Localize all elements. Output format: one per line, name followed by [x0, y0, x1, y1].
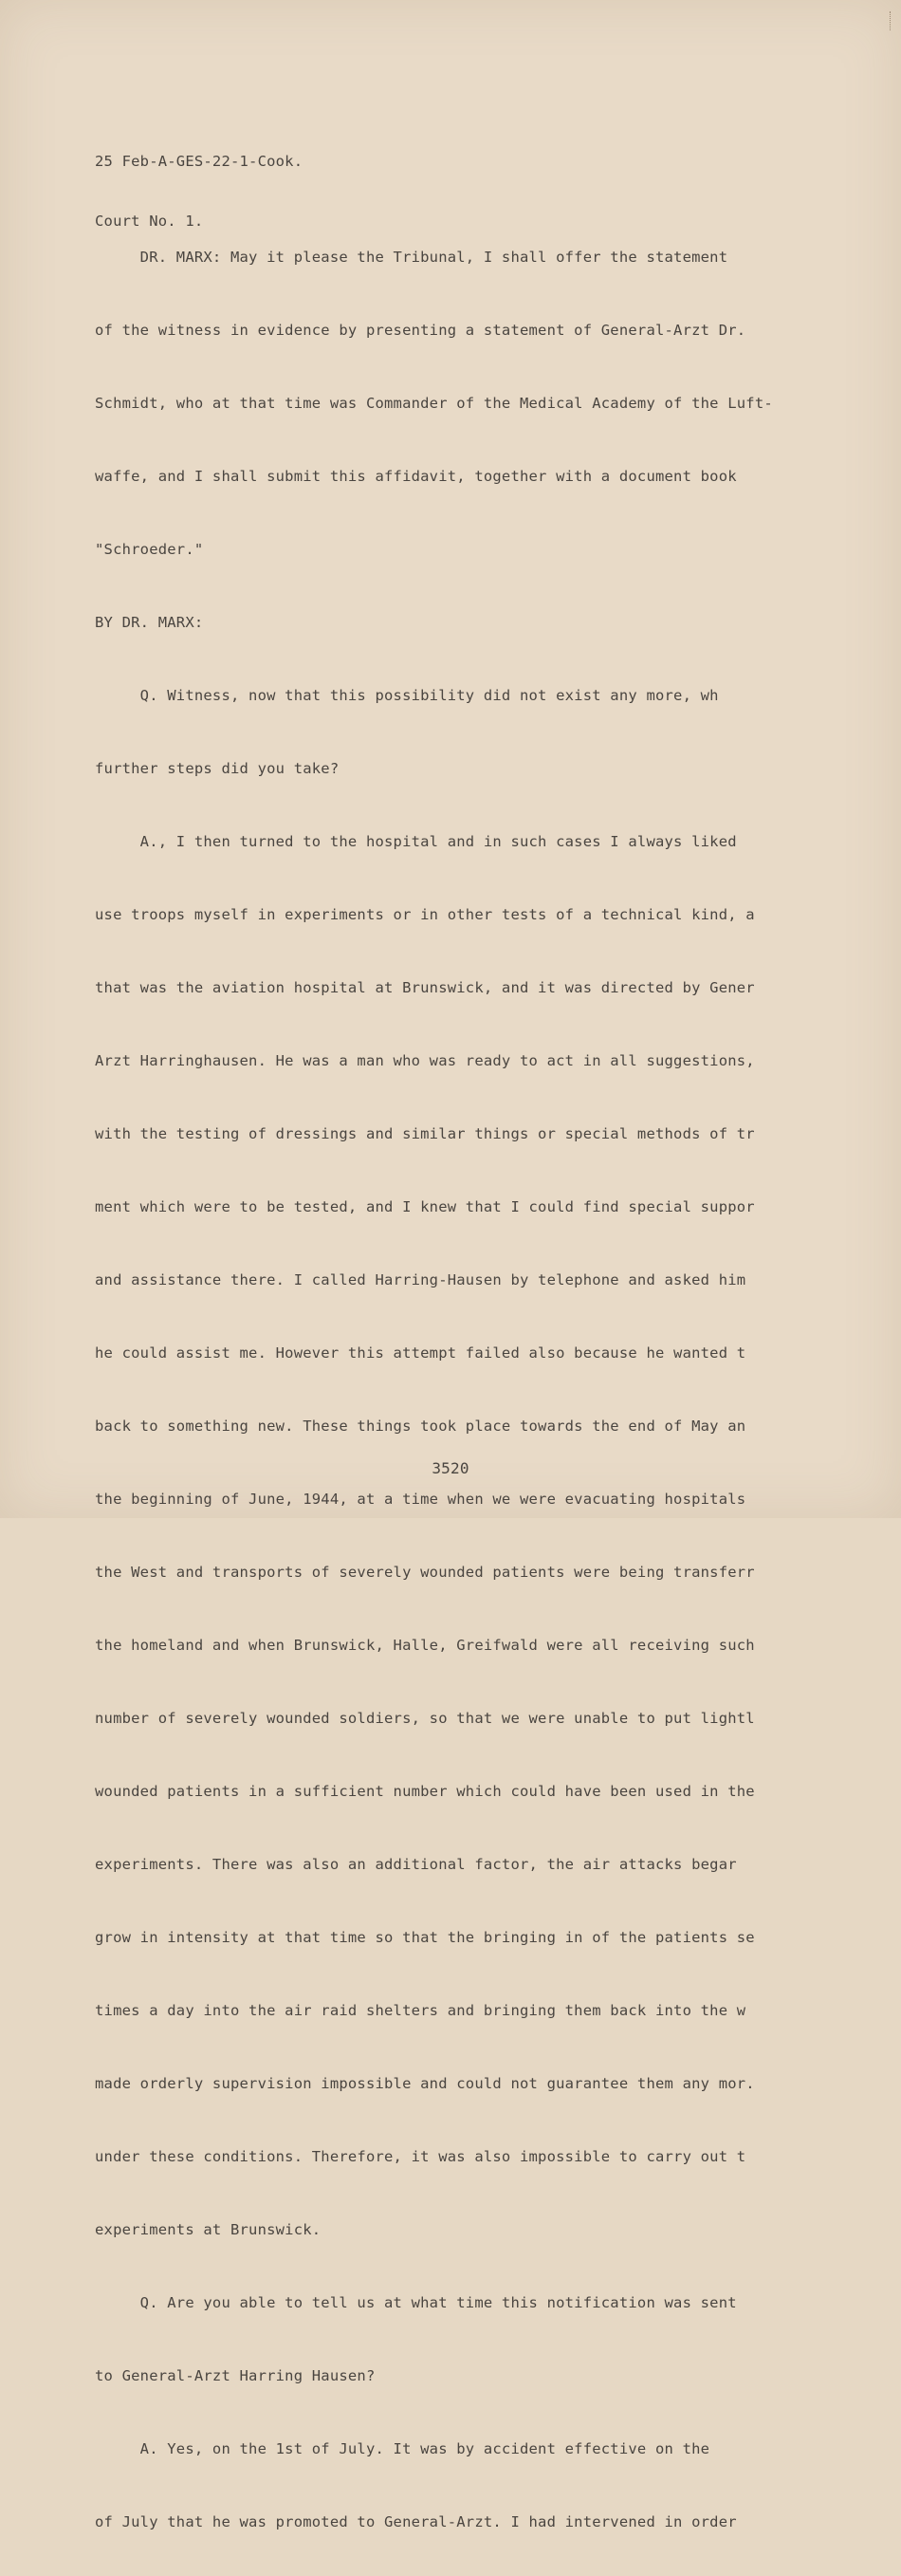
transcript-line: further steps did you take?	[95, 760, 340, 777]
transcript-line: "Schroeder."	[95, 541, 204, 558]
transcript-line: DR. MARX: May it please the Tribunal, I shall offer the statement	[95, 249, 728, 266]
transcript-line: Q. Are you able to tell us at what time this notification was sent	[95, 2294, 737, 2311]
transcript-line: to General-Arzt Harring Hausen?	[95, 2367, 376, 2384]
transcript-body	[95, 204, 816, 2576]
transcript-line: experiments at Brunswick.	[95, 2221, 322, 2238]
header-court: Court No. 1.	[95, 213, 204, 230]
page-number: 3520	[432, 1459, 469, 1477]
transcript-line: experiments. There was also an additional factor, the air attacks begar	[95, 1856, 737, 1873]
transcript-line: Schmidt, who at that time was Commander of the Medical Academy of the Luft-	[95, 395, 773, 412]
transcript-line: under these conditions. Therefore, it was also impossible to carry out t	[95, 2148, 746, 2165]
transcript-line: number of severely wounded soldiers, so that we were unable to put lightl	[95, 1710, 755, 1727]
transcript-line: made orderly supervision impossible and could not guarantee them any mor.	[95, 2075, 755, 2092]
transcript-line: with the testing of dressings and similar things or special methods of tr	[95, 1125, 755, 1142]
transcript-line: BY DR. MARX:	[95, 614, 204, 631]
transcript-line: of the witness in evidence by presenting a statement of General-Arzt Dr.	[95, 322, 746, 339]
edge-mark	[890, 11, 893, 30]
transcript-line: the homeland and when Brunswick, Halle, Greifwald were all receiving such	[95, 1637, 755, 1654]
transcript-line: ment which were to be tested, and I knew that I could find special suppor	[95, 1198, 755, 1215]
transcript-line: wounded patients in a sufficient number which could have been used in the	[95, 1783, 755, 1800]
transcript-line: the West and transports of severely wounded patients were being transferr	[95, 1564, 755, 1581]
header-reference: 25 Feb-A-GES-22-1-Cook.	[95, 153, 303, 170]
transcript-line: Arzt Harringhausen. He was a man who was ready to act in all suggestions,	[95, 1052, 755, 1069]
transcript-line: waffe, and I shall submit this affidavit, together with a document book	[95, 468, 737, 485]
transcript-line: the beginning of June, 1944, at a time when we were evacuating hospitals	[95, 1491, 746, 1508]
transcript-line: Q. Witness, now that this possibility did not exist any more, wh	[95, 687, 719, 704]
transcript-line: back to something new. These things took place towards the end of May an	[95, 1418, 746, 1435]
transcript-line: use troops myself in experiments or in other tests of a technical kind, a	[95, 906, 755, 923]
transcript-line: A. Yes, on the 1st of July. It was by accident effective on the	[95, 2440, 710, 2457]
transcript-line: he could assist me. However this attempt failed also because he wanted t	[95, 1344, 746, 1362]
transcript-line: that was the aviation hospital at Brunswick, and it was directed by Gener	[95, 979, 755, 996]
transcript-line: grow in intensity at that time so that the bringing in of the patients se	[95, 1929, 755, 1946]
transcript-line: of July that he was promoted to General-Arzt. I had intervened in order	[95, 2513, 737, 2530]
transcript-line: A., I then turned to the hospital and in such cases I always liked	[95, 833, 737, 850]
transcript-line: and assistance there. I called Harring-Hausen by telephone and asked him	[95, 1271, 746, 1288]
transcript-line: times a day into the air raid shelters and bringing them back into the w	[95, 2002, 746, 2019]
